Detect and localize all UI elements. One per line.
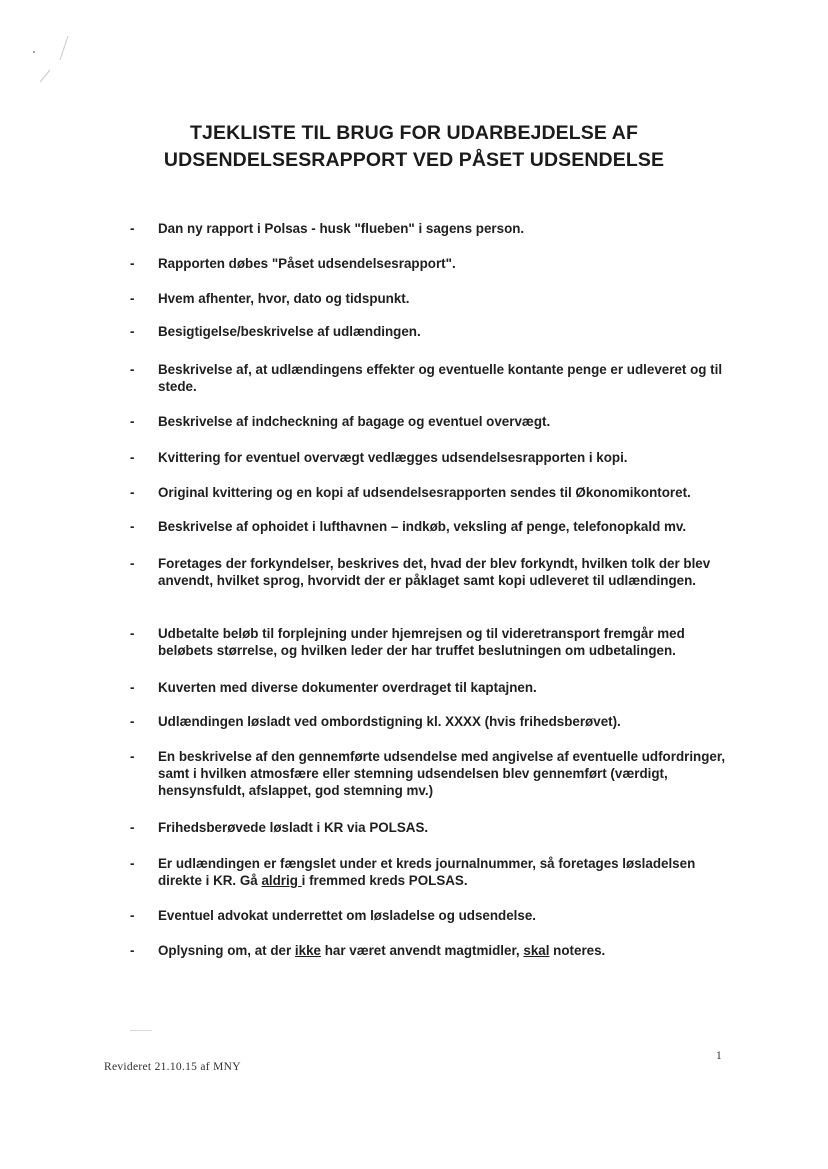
item-text-part: Oplysning om, at der: [158, 943, 295, 958]
checklist-item-text: En beskrivelse af den gennemførte udsendelse med angivelse af eventuelle udfordringer, samt i hvilken atmosfære eller stemning udsendelsen blev gennemført (værdigt, hensynsfuldt, afslappet, god stemning mv.): [158, 749, 726, 798]
checklist-item-text: Besigtigelse/beskrivelse af udlændingen.: [158, 324, 421, 339]
revision-note: Revideret 21.10.15 af MNY: [104, 1061, 241, 1073]
bullet: -: [130, 626, 135, 641]
scan-mark: [20, 30, 80, 90]
checklist-item: [130, 625, 730, 659]
checklist-item-text: Beskrivelse af indcheckning af bagage og eventuel overvægt.: [158, 414, 551, 429]
bullet: -: [130, 519, 135, 534]
checklist-item: [130, 679, 730, 696]
bullet: -: [130, 714, 135, 729]
faint-scan-line: [130, 1030, 152, 1031]
bullet: -: [130, 556, 135, 571]
checklist-item: [130, 855, 730, 889]
underlined-word-ikke: ikke: [294, 943, 321, 958]
checklist-item-text: Frihedsberøvede løsladt i KR via POLSAS.: [158, 820, 429, 835]
underlined-word-aldrig: aldrig: [261, 873, 302, 888]
checklist-item: [130, 323, 730, 340]
checklist-item-text: Eventuel advokat underrettet om løsladelse og udsendelse.: [158, 908, 537, 923]
checklist-item: [130, 713, 730, 730]
title-line-1: TJEKLISTE TIL BRUG FOR UDARBEJDELSE AF: [190, 122, 638, 144]
checklist-item-text: [158, 942, 730, 959]
item-text-part: har været anvendt magtmidler,: [320, 943, 524, 958]
underlined-word-skal: skal: [523, 943, 550, 958]
bullet: -: [130, 362, 135, 377]
bullet: -: [130, 256, 135, 271]
checklist-item: [130, 255, 730, 272]
checklist-item: [130, 942, 730, 959]
checklist-item-text: [158, 855, 730, 889]
bullet: -: [130, 820, 135, 835]
bullet: -: [130, 324, 135, 339]
bullet: -: [130, 221, 135, 236]
checklist-item: [130, 518, 730, 535]
checklist-item: [130, 748, 730, 799]
checklist-item: [130, 361, 730, 395]
page-title: [0, 120, 828, 174]
checklist-item-text: Dan ny rapport i Polsas - husk "flueben" i sagens person.: [158, 221, 525, 236]
bullet: -: [130, 908, 135, 923]
checklist-item-text: Beskrivelse af ophoidet i lufthavnen – indkøb, veksling af penge, telefonopkald mv.: [158, 519, 687, 534]
bullet: -: [130, 291, 135, 306]
page-number: 1: [716, 1050, 722, 1062]
checklist-item-text: Foretages der forkyndelser, beskrives det, hvad der blev forkyndt, hvilken tolk der blev anvendt, hvilket sprog, hvorvidt der er påklaget samt kopi udleveret til udlændingen.: [158, 556, 711, 588]
bullet: -: [130, 485, 135, 500]
checklist-item-text: Rapporten døbes "Påset udsendelsesrapport".: [158, 256, 456, 271]
checklist-item: [130, 484, 730, 501]
checklist-item: [130, 413, 730, 430]
item-text-part: i fremmed kreds POLSAS.: [301, 873, 468, 888]
title-line-2: UDSENDELSESRAPPORT VED PÅSET UDSENDELSE: [163, 149, 665, 171]
checklist-item-text: Udbetalte beløb til forplejning under hjemrejsen og til videretransport fremgår med beløbets størrelse, og hvilken leder der har truffet beslutningen om udbetalingen.: [158, 626, 685, 658]
checklist-item-text: Hvem afhenter, hvor, dato og tidspunkt.: [158, 291, 410, 306]
bullet: -: [130, 749, 135, 764]
item-text-part: noteres.: [549, 943, 606, 958]
checklist-item: [130, 555, 730, 589]
bullet: -: [130, 680, 135, 695]
checklist-item-text: Kuverten med diverse dokumenter overdraget til kaptajnen.: [158, 680, 537, 695]
item-text-part: Er udlændingen er fængslet under et kreds journalnummer, så foretages løsladelsen direkte i KR. Gå: [158, 856, 696, 888]
checklist-item-text: Udlændingen løsladt ved ombordstigning kl. XXXX (hvis frihedsberøvet).: [158, 714, 621, 729]
checklist-item: [130, 449, 730, 466]
bullet: -: [130, 414, 135, 429]
checklist-item: [130, 220, 730, 237]
checklist-item-text: Original kvittering og en kopi af udsendelsesrapporten sendes til Økonomikontoret.: [158, 485, 691, 500]
bullet: -: [130, 943, 135, 958]
checklist-item-text: Beskrivelse af, at udlændingens effekter og eventuelle kontante penge er udleveret og til stede.: [158, 362, 723, 394]
checklist-item-text: Kvittering for eventuel overvægt vedlægges udsendelsesrapporten i kopi.: [158, 450, 628, 465]
checklist-item: [130, 819, 730, 836]
bullet: -: [130, 450, 135, 465]
bullet: -: [130, 856, 135, 871]
checklist-item: [130, 907, 730, 924]
checklist-item: [130, 290, 730, 307]
